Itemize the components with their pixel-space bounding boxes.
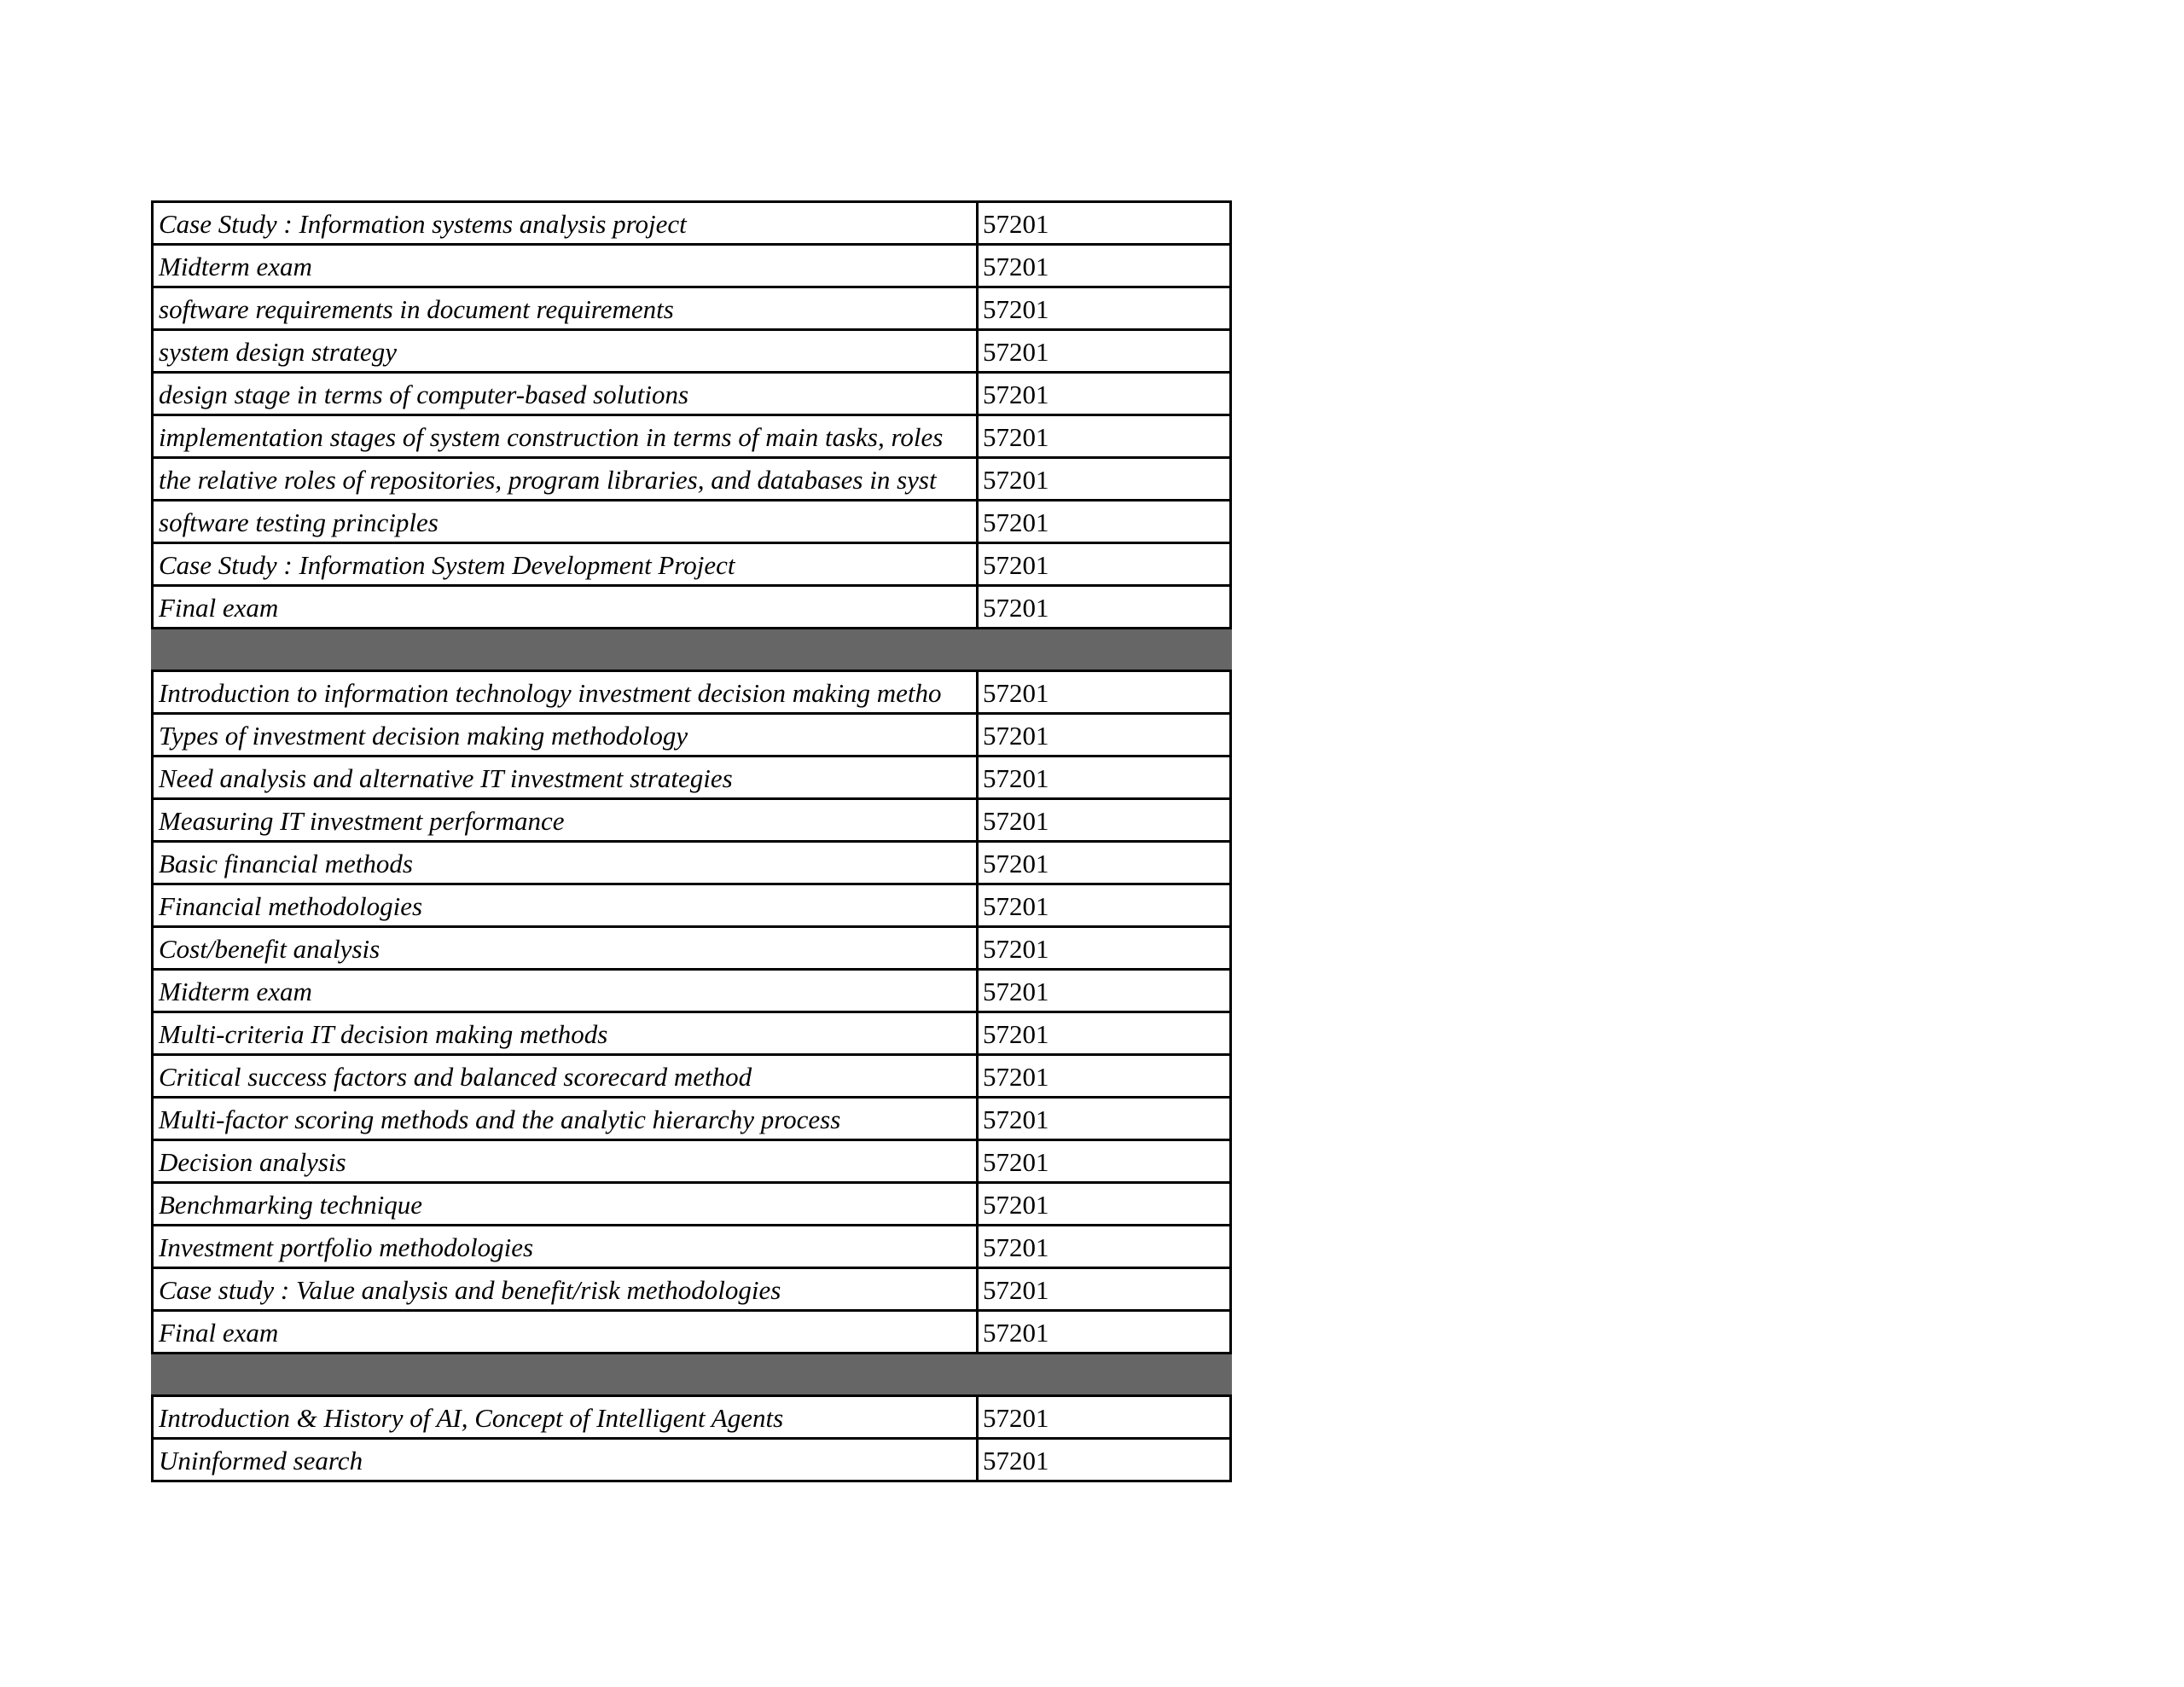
topic-cell: system design strategy bbox=[153, 330, 978, 373]
topic-cell: Case Study : Information System Development Project bbox=[153, 543, 978, 586]
section-separator-row bbox=[153, 1354, 1231, 1396]
course-code-cell: 57201 bbox=[978, 714, 1231, 757]
table-row bbox=[153, 245, 1231, 287]
table-row bbox=[153, 927, 1231, 970]
table-row bbox=[153, 970, 1231, 1012]
topic-cell: Critical success factors and balanced scorecard method bbox=[153, 1055, 978, 1098]
course-code-cell: 57201 bbox=[978, 543, 1231, 586]
course-code-cell: 57201 bbox=[978, 458, 1231, 501]
table-row bbox=[153, 1226, 1231, 1268]
course-code-cell: 57201 bbox=[978, 245, 1231, 287]
course-code-cell: 57201 bbox=[978, 1055, 1231, 1098]
topic-cell: Cost/benefit analysis bbox=[153, 927, 978, 970]
course-code-cell: 57201 bbox=[978, 1439, 1231, 1481]
topic-cell: Final exam bbox=[153, 1311, 978, 1354]
course-code-cell: 57201 bbox=[978, 757, 1231, 799]
topic-cell: Basic financial methods bbox=[153, 842, 978, 884]
topic-cell: Introduction to information technology investment decision making metho bbox=[153, 671, 978, 714]
topic-cell: Decision analysis bbox=[153, 1140, 978, 1183]
topic-cell: implementation stages of system construction in terms of main tasks, roles bbox=[153, 415, 978, 458]
course-code-cell: 57201 bbox=[978, 884, 1231, 927]
course-code-cell: 57201 bbox=[978, 1311, 1231, 1354]
topic-cell: design stage in terms of computer-based solutions bbox=[153, 373, 978, 415]
course-code-cell: 57201 bbox=[978, 799, 1231, 842]
course-code-cell: 57201 bbox=[978, 202, 1231, 245]
topic-cell: Case study : Value analysis and benefit/risk methodologies bbox=[153, 1268, 978, 1311]
course-topics-table bbox=[151, 200, 1232, 1482]
topic-cell: software requirements in document requirements bbox=[153, 287, 978, 330]
table-row bbox=[153, 799, 1231, 842]
table-row bbox=[153, 543, 1231, 586]
topic-cell: Midterm exam bbox=[153, 970, 978, 1012]
table-row bbox=[153, 373, 1231, 415]
course-code-cell: 57201 bbox=[978, 1098, 1231, 1140]
table-row bbox=[153, 714, 1231, 757]
table-row bbox=[153, 415, 1231, 458]
topic-cell: Final exam bbox=[153, 586, 978, 629]
course-code-cell: 57201 bbox=[978, 970, 1231, 1012]
course-code-cell: 57201 bbox=[978, 415, 1231, 458]
topic-cell: Benchmarking technique bbox=[153, 1183, 978, 1226]
course-code-cell: 57201 bbox=[978, 842, 1231, 884]
section-separator-cell bbox=[153, 629, 1231, 671]
course-code-cell: 57201 bbox=[978, 1268, 1231, 1311]
course-code-cell: 57201 bbox=[978, 1183, 1231, 1226]
topic-cell: Financial methodologies bbox=[153, 884, 978, 927]
course-code-cell: 57201 bbox=[978, 1226, 1231, 1268]
topic-cell: Types of investment decision making methodology bbox=[153, 714, 978, 757]
table-row bbox=[153, 586, 1231, 629]
table-row bbox=[153, 884, 1231, 927]
topic-cell: Multi-criteria IT decision making methods bbox=[153, 1012, 978, 1055]
course-code-cell: 57201 bbox=[978, 373, 1231, 415]
table-row bbox=[153, 501, 1231, 543]
course-code-cell: 57201 bbox=[978, 501, 1231, 543]
topic-cell: Uninformed search bbox=[153, 1439, 978, 1481]
table-row bbox=[153, 842, 1231, 884]
table-row bbox=[153, 1140, 1231, 1183]
table-row bbox=[153, 757, 1231, 799]
topic-cell: Case Study : Information systems analysis project bbox=[153, 202, 978, 245]
table-row bbox=[153, 1268, 1231, 1311]
table-row bbox=[153, 1183, 1231, 1226]
topic-cell: Multi-factor scoring methods and the analytic hierarchy process bbox=[153, 1098, 978, 1140]
topic-cell: Measuring IT investment performance bbox=[153, 799, 978, 842]
course-code-cell: 57201 bbox=[978, 1140, 1231, 1183]
course-code-cell: 57201 bbox=[978, 586, 1231, 629]
table-row bbox=[153, 1098, 1231, 1140]
course-code-cell: 57201 bbox=[978, 671, 1231, 714]
topic-cell: Investment portfolio methodologies bbox=[153, 1226, 978, 1268]
table-row bbox=[153, 671, 1231, 714]
topic-cell: Introduction & History of AI, Concept of Intelligent Agents bbox=[153, 1396, 978, 1439]
table-row bbox=[153, 287, 1231, 330]
topic-cell: the relative roles of repositories, program libraries, and databases in syst bbox=[153, 458, 978, 501]
topic-cell: Midterm exam bbox=[153, 245, 978, 287]
table-row bbox=[153, 1396, 1231, 1439]
course-code-cell: 57201 bbox=[978, 927, 1231, 970]
table-row bbox=[153, 1311, 1231, 1354]
table-row bbox=[153, 1012, 1231, 1055]
section-separator-cell bbox=[153, 1354, 1231, 1396]
table-row bbox=[153, 330, 1231, 373]
topic-cell: software testing principles bbox=[153, 501, 978, 543]
course-code-cell: 57201 bbox=[978, 330, 1231, 373]
table-row bbox=[153, 1439, 1231, 1481]
table-row bbox=[153, 458, 1231, 501]
topic-cell: Need analysis and alternative IT investment strategies bbox=[153, 757, 978, 799]
table-row bbox=[153, 1055, 1231, 1098]
course-code-cell: 57201 bbox=[978, 1012, 1231, 1055]
table-body bbox=[153, 202, 1231, 1481]
course-code-cell: 57201 bbox=[978, 287, 1231, 330]
course-code-cell: 57201 bbox=[978, 1396, 1231, 1439]
section-separator-row bbox=[153, 629, 1231, 671]
table-row bbox=[153, 202, 1231, 245]
